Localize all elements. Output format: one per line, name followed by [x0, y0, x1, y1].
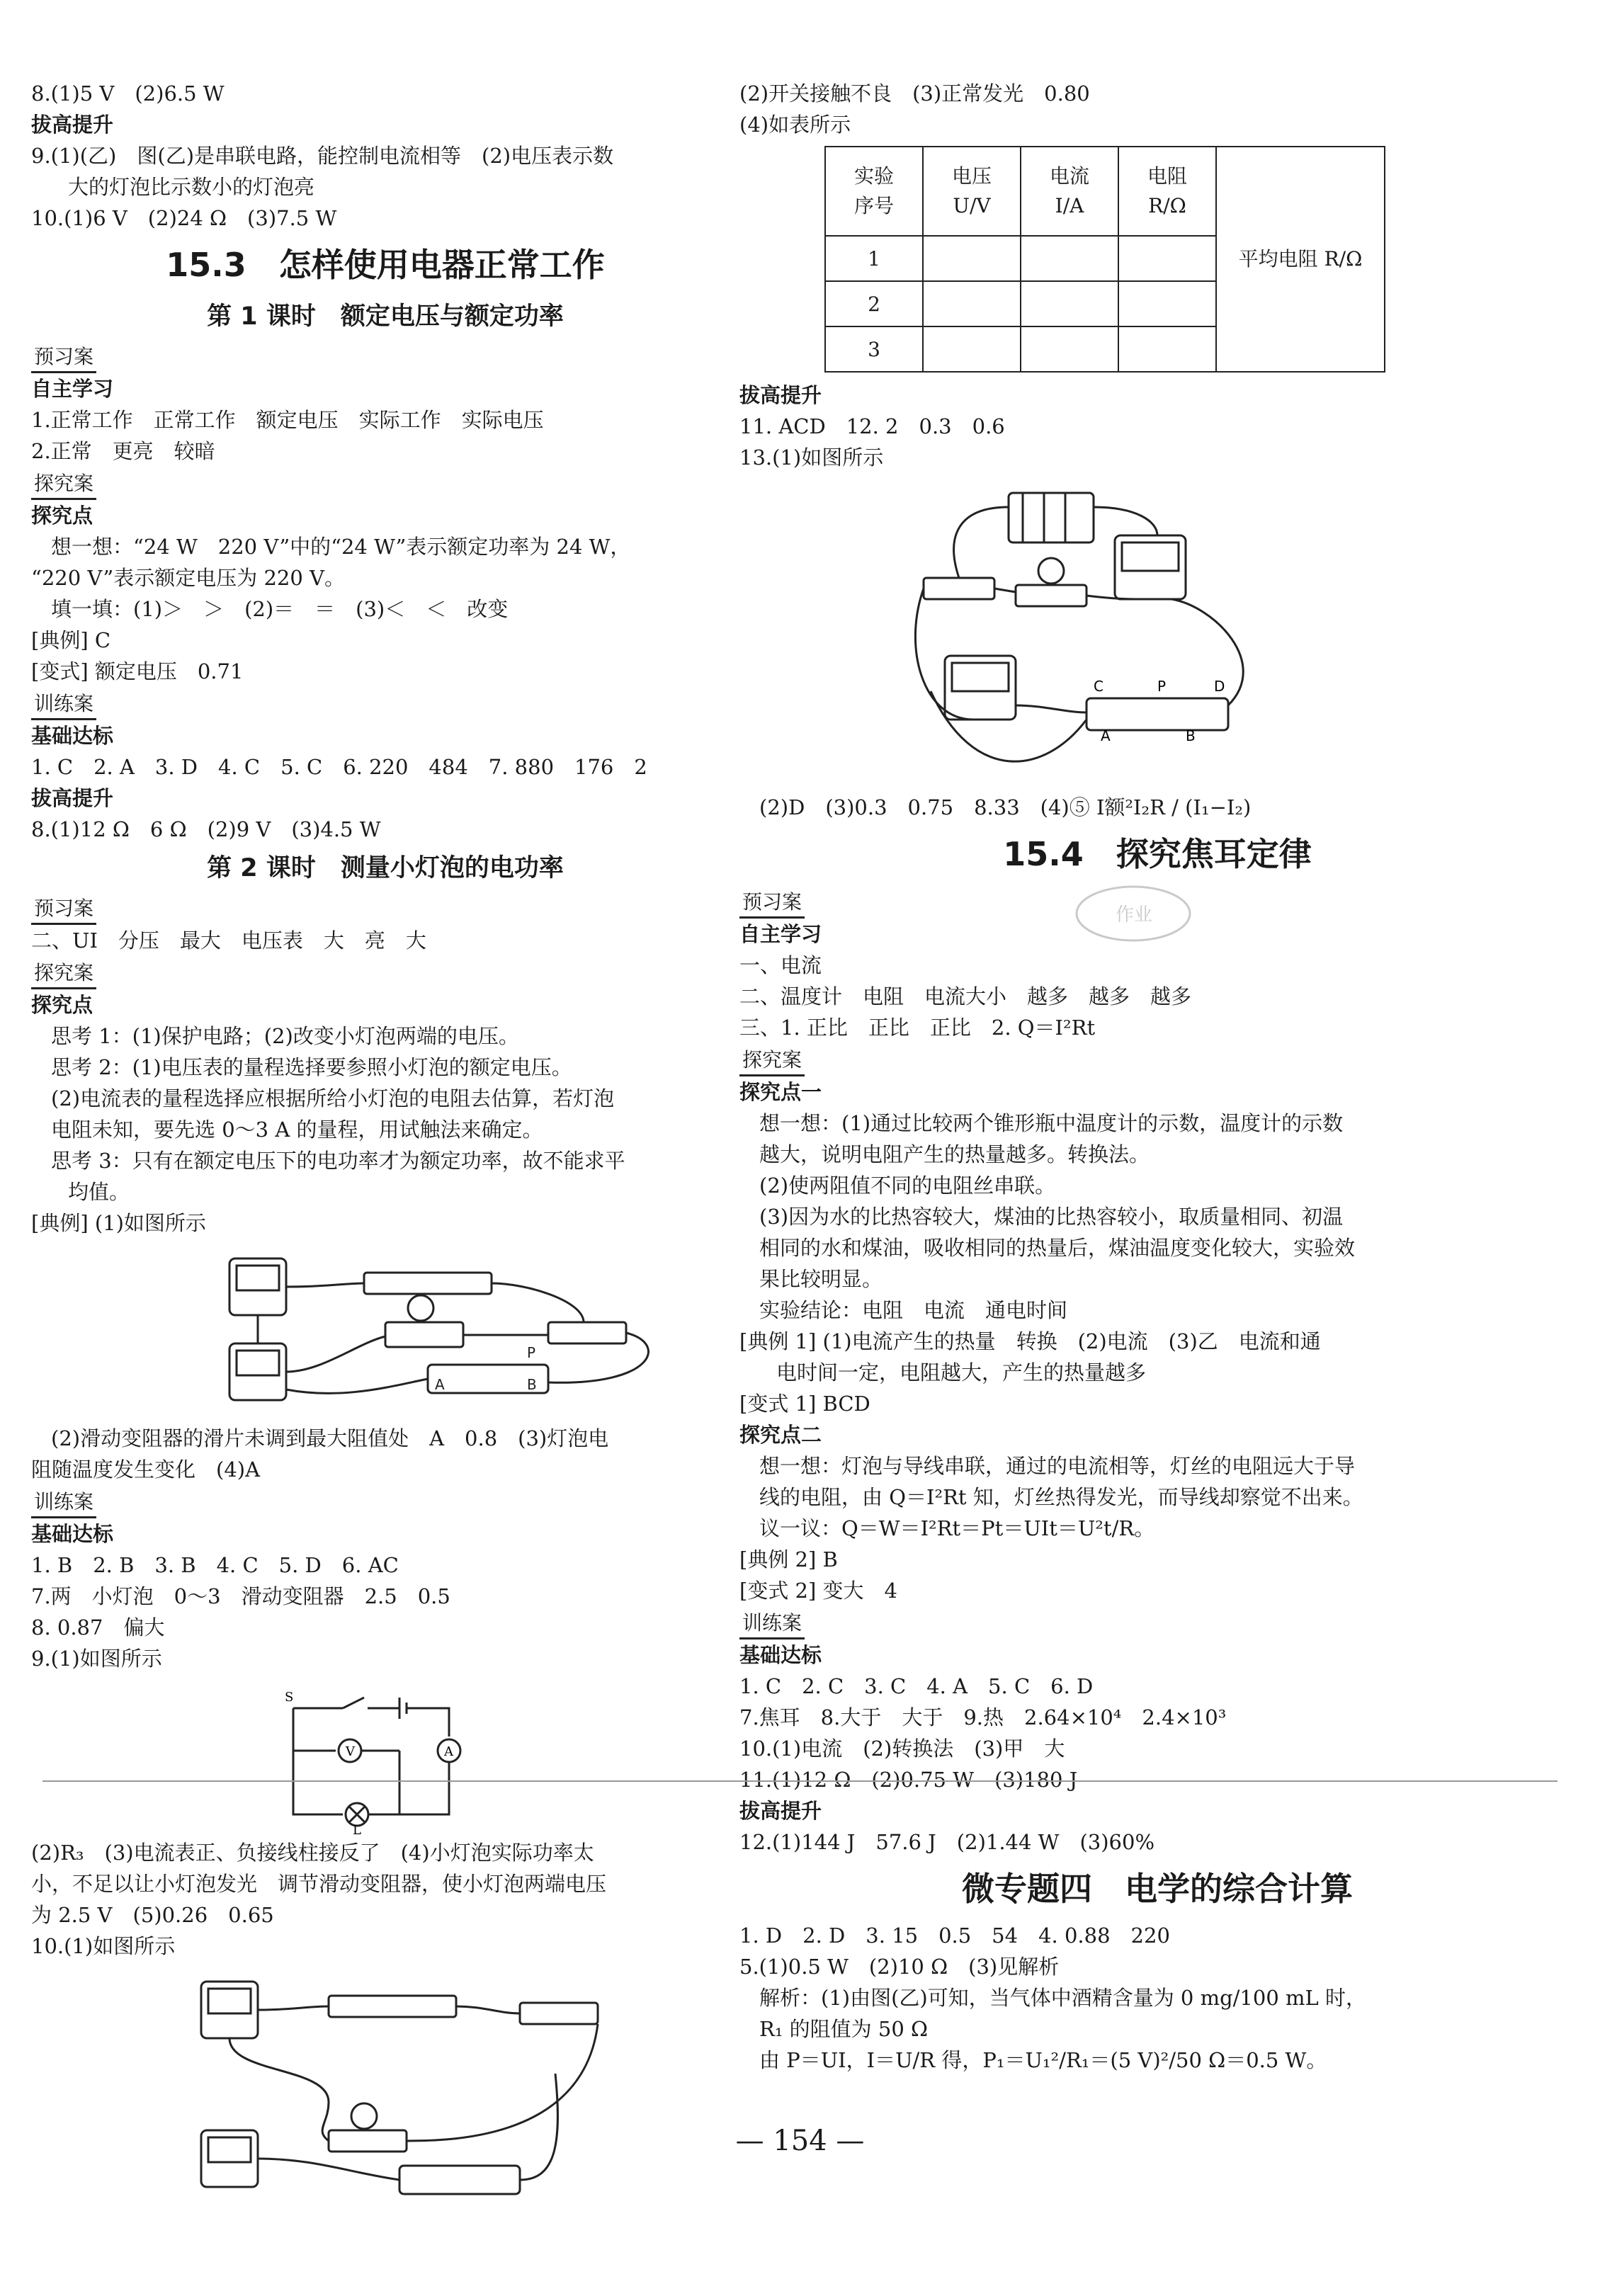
svg-text:A: A	[444, 1744, 453, 1759]
circuit-diagram-example	[215, 1244, 711, 1414]
answer-line: 2.正常 更亮 较暗	[31, 439, 215, 463]
answer-line: R₁ 的阻值为 50 Ω	[759, 2017, 929, 2041]
answer-line: (2)R₃ (3)电流表正、负接线柱接反了 (4)小灯泡实际功率太	[31, 1841, 594, 1865]
answer-line: 思考 1：(1)保护电路；(2)改变小灯泡两端的电压。	[51, 1024, 519, 1048]
answer-line: 实验结论：电阻 电流 通电时间	[759, 1298, 1068, 1322]
answer-line: [典例 1] (1)电流产生的热量 转换 (2)电流 (3)乙 电流和通	[739, 1329, 1321, 1353]
sub-heading: 拔高提升	[739, 1799, 822, 1823]
section-title: 15.4 探究焦耳定律	[1003, 835, 1312, 873]
answer-line: 均值。	[68, 1180, 130, 1204]
left-column	[31, 78, 739, 2210]
table-cell: 2	[825, 281, 923, 326]
sub-heading: 探究点二	[739, 1423, 822, 1447]
lesson-title: 第 2 课时 测量小灯泡的电功率	[207, 854, 564, 882]
svg-text:A: A	[435, 1376, 445, 1393]
answer-line: 8.(1)12 Ω 6 Ω (2)9 V (3)4.5 W	[31, 817, 381, 841]
answer-line: 1. C 2. A 3. D 4. C 5. C 6. 220 484 7. 880 176 2	[31, 755, 647, 779]
section-label: 探究案	[739, 1046, 805, 1076]
answer-line: 11. ACD 12. 2 0.3 0.6	[739, 414, 1005, 438]
circuit-diagram-q10	[187, 1967, 612, 2201]
answer-line: 越大，说明电阻产生的热量越多。转换法。	[759, 1142, 1150, 1166]
section-label: 预习案	[31, 894, 96, 925]
sub-heading: 基础达标	[739, 1643, 822, 1667]
answer-line: 议一议：Q＝W＝I²Rt＝Pt＝UIt＝U²t/R。	[759, 1516, 1155, 1540]
answer-line: 10.(1)电流 (2)转换法 (3)甲 大	[739, 1737, 1065, 1761]
answer-line: 8.(1)5 V (2)6.5 W	[31, 81, 225, 106]
answer-line: 想一想：“24 W 220 V”中的“24 W”表示额定功率为 24 W，	[51, 535, 631, 559]
sub-heading: 探究点一	[739, 1080, 822, 1104]
answer-line: 1.正常工作 正常工作 额定电压 实际工作 实际电压	[31, 408, 544, 432]
svg-text:S: S	[285, 1690, 294, 1705]
circuit-diagram-q13	[902, 479, 1370, 783]
answer-line: 三、1. 正比 正比 正比 2. Q＝I²Rt	[739, 1016, 1096, 1040]
answer-line: 电时间一定，电阻越大，产生的热量越多	[776, 1360, 1147, 1385]
lesson-title: 第 1 课时 额定电压与额定功率	[207, 302, 564, 331]
table-header: 电流 I/A	[1021, 147, 1118, 236]
answer-line: (2)开关接触不良 (3)正常发光 0.80	[739, 81, 1090, 106]
answer-line: [变式] 额定电压 0.71	[31, 659, 244, 683]
answer-line: 9.(1)(乙) 图(乙)是串联电路，能控制电流相等 (2)电压表示数	[31, 144, 614, 168]
section-label: 探究案	[31, 959, 96, 989]
section-label: 预习案	[739, 888, 805, 919]
answer-line: 大的灯泡比示数小的灯泡亮	[68, 175, 315, 199]
sub-heading: 探究点	[31, 993, 93, 1017]
sub-heading: 基础达标	[31, 724, 114, 748]
table-cell: 3	[825, 326, 923, 372]
answer-line: 一、电流	[739, 953, 822, 977]
answer-line: (2)电流表的量程选择应根据所给小灯泡的电阻去估算，若灯泡	[51, 1086, 615, 1110]
section-title: 微专题四 电学的综合计算	[962, 1870, 1353, 1908]
answer-line: (2)D (3)0.3 0.75 8.33 (4)⑤ I额²I₂R / (I₁−I₂)	[759, 795, 1252, 819]
answer-line: (4)如表所示	[739, 113, 851, 137]
answer-line: 13.(1)如图所示	[739, 445, 884, 470]
sub-heading: 拔高提升	[31, 786, 114, 810]
table-header: 平均电阻 R/Ω	[1216, 147, 1385, 372]
answer-line: 二、UI 分压 最大 电压表 大 亮 大	[31, 928, 426, 953]
table-cell: 1	[825, 236, 923, 281]
answer-line: [变式 1] BCD	[739, 1392, 870, 1416]
answer-line: (2)滑动变阻器的滑片未调到最大阻值处 A 0.8 (3)灯泡电	[51, 1426, 609, 1450]
answer-line: 8. 0.87 偏大	[31, 1615, 165, 1639]
answer-line: 5.(1)0.5 W (2)10 Ω (3)见解析	[739, 1955, 1060, 1979]
answer-line: 10.(1)如图所示	[31, 1934, 176, 1958]
answer-line: [典例] C	[31, 628, 111, 652]
answer-line: 思考 2：(1)电压表的量程选择要参照小灯泡的额定电压。	[51, 1055, 572, 1079]
answer-line: (3)因为水的比热容较大，煤油的比热容较小，取质量相同、初温	[759, 1205, 1344, 1229]
svg-text:L: L	[353, 1823, 361, 1838]
answer-line: (2)使两阻值不同的电阻丝串联。	[759, 1173, 1056, 1198]
section-label: 探究案	[31, 470, 96, 500]
answer-line: 二、温度计 电阻 电流大小 越多 越多 越多	[739, 984, 1192, 1008]
watermark-stamp	[1069, 882, 1197, 945]
circuit-schematic-q9	[279, 1680, 492, 1838]
answer-line: 阻随温度发生变化 (4)A	[31, 1457, 261, 1482]
svg-text:V: V	[346, 1744, 355, 1759]
answer-line: 解析：(1)由图(乙)可知，当气体中酒精含量为 0 mg/100 mL 时，	[759, 1986, 1366, 2010]
answer-line: 相同的水和煤油，吸收相同的热量后，煤油温度变化较大，实验效	[759, 1236, 1356, 1260]
sub-heading: 基础达标	[31, 1522, 114, 1546]
answer-line: 1. C 2. C 3. C 4. A 5. C 6. D	[739, 1674, 1094, 1698]
answer-line: 线的电阻，由 Q＝I²Rt 知，灯丝热得发光，而导线却察觉不出来。	[759, 1485, 1363, 1509]
answer-line: 思考 3：只有在额定电压下的电功率才为额定功率，故不能求平	[51, 1149, 625, 1173]
answer-line: 7.焦耳 8.大于 大于 9.热 2.64×10⁴ 2.4×10³	[739, 1705, 1227, 1729]
right-column	[739, 78, 1575, 2076]
answer-line: 由 P＝UI，I＝U/R 得，P₁＝U₁²/R₁＝(5 V)²/50 Ω＝0.5 W。	[759, 2048, 1327, 2072]
section-title: 15.3 怎样使用电器正常工作	[166, 246, 605, 284]
answer-line: 想一想：灯泡与导线串联，通过的电流相等，灯丝的电阻远大于导	[759, 1454, 1356, 1478]
svg-text:D: D	[1214, 678, 1225, 695]
answer-line: 10.(1)6 V (2)24 Ω (3)7.5 W	[31, 206, 337, 230]
table-header: 电阻 R/Ω	[1118, 147, 1216, 236]
sub-heading: 自主学习	[739, 922, 822, 946]
section-label: 训练案	[31, 690, 96, 720]
answer-line: 7.两 小灯泡 0～3 滑动变阻器 2.5 0.5	[31, 1584, 450, 1608]
page-number: — 154 —	[735, 2125, 865, 2157]
section-label: 训练案	[739, 1609, 805, 1639]
svg-text:A: A	[1101, 727, 1111, 744]
answer-line: [典例] (1)如图所示	[31, 1211, 206, 1235]
answer-line: 1. B 2. B 3. B 4. C 5. D 6. AC	[31, 1553, 399, 1577]
answer-line: 9.(1)如图所示	[31, 1647, 162, 1671]
stamp-text: 作业	[1116, 904, 1153, 926]
answer-line: 果比较明显。	[759, 1267, 883, 1291]
answer-line: 为 2.5 V (5)0.26 0.65	[31, 1903, 274, 1927]
answer-line: 11.(1)12 Ω (2)0.75 W (3)180 J	[739, 1768, 1078, 1792]
svg-text:B: B	[527, 1376, 537, 1393]
sub-heading: 拔高提升	[31, 113, 114, 137]
svg-text:B: B	[1186, 727, 1196, 744]
svg-text:P: P	[527, 1344, 536, 1361]
answer-line: 电阻未知，要先选 0～3 A 的量程，用试触法来确定。	[51, 1118, 543, 1142]
svg-text:P: P	[1157, 678, 1167, 695]
section-label: 训练案	[31, 1488, 96, 1518]
sub-heading: 探究点	[31, 504, 93, 528]
table-header: 实验 序号	[825, 147, 923, 236]
data-table	[824, 146, 1385, 373]
svg-text:C: C	[1094, 678, 1103, 695]
answer-line: [典例 2] B	[739, 1547, 838, 1572]
answer-line: 想一想：(1)通过比较两个锥形瓶中温度计的示数，温度计的示数	[759, 1111, 1344, 1135]
divider	[42, 1780, 1558, 1782]
answer-line: 填一填：(1)＞ ＞ (2)＝ ＝ (3)＜ ＜ 改变	[51, 597, 509, 621]
sub-heading: 自主学习	[31, 377, 114, 401]
answer-line: 1. D 2. D 3. 15 0.5 54 4. 0.88 220	[739, 1923, 1170, 1948]
answer-line: [变式 2] 变大 4	[739, 1579, 897, 1603]
answer-line: 12.(1)144 J 57.6 J (2)1.44 W (3)60%	[739, 1830, 1155, 1854]
section-label: 预习案	[31, 343, 96, 373]
answer-line: 小，不足以让小灯泡发光 调节滑动变阻器，使小灯泡两端电压	[31, 1872, 607, 1896]
sub-heading: 拔高提升	[739, 383, 822, 407]
table-header: 电压 U/V	[923, 147, 1021, 236]
answer-line: “220 V”表示额定电压为 220 V。	[31, 566, 345, 590]
